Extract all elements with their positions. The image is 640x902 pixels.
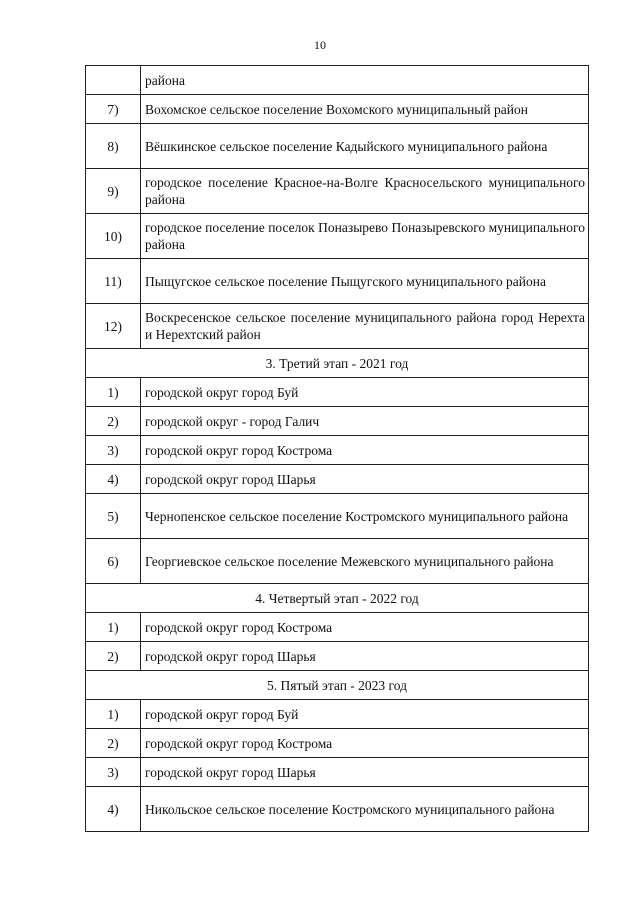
row-number: 5) xyxy=(86,494,141,539)
row-number: 12) xyxy=(86,304,141,349)
settlements-table xyxy=(85,65,589,832)
table-row xyxy=(86,95,589,124)
settlement-name: Георгиевское сельское поселение Межевского муниципального района xyxy=(141,539,589,584)
row-number: 10) xyxy=(86,214,141,259)
table-row xyxy=(86,436,589,465)
row-number: 1) xyxy=(86,700,141,729)
settlement-name: городской округ - город Галич xyxy=(141,407,589,436)
table-row xyxy=(86,700,589,729)
settlement-name: городской округ город Кострома xyxy=(141,613,589,642)
stage-title: 4. Четвертый этап - 2022 год xyxy=(86,584,589,613)
settlement-name: городской округ город Кострома xyxy=(141,436,589,465)
row-number: 4) xyxy=(86,465,141,494)
table-row xyxy=(86,494,589,539)
row-number: 6) xyxy=(86,539,141,584)
table-row xyxy=(86,407,589,436)
row-number: 3) xyxy=(86,436,141,465)
row-number: 1) xyxy=(86,613,141,642)
settlement-name: городской округ город Шарья xyxy=(141,642,589,671)
row-number: 2) xyxy=(86,642,141,671)
settlement-name: Пыщугское сельское поселение Пыщугского муниципального района xyxy=(141,259,589,304)
table-row xyxy=(86,378,589,407)
table-row xyxy=(86,729,589,758)
settlement-name: городской округ город Кострома xyxy=(141,729,589,758)
stage-header-row xyxy=(86,671,589,700)
table-row xyxy=(86,66,589,95)
table-row xyxy=(86,169,589,214)
page-number: 10 xyxy=(314,38,326,52)
stage-header-row xyxy=(86,584,589,613)
table-row xyxy=(86,613,589,642)
row-number: 11) xyxy=(86,259,141,304)
row-number: 9) xyxy=(86,169,141,214)
settlement-name: городской округ город Шарья xyxy=(141,758,589,787)
table-row xyxy=(86,304,589,349)
row-number: 7) xyxy=(86,95,141,124)
row-number: 4) xyxy=(86,787,141,832)
stage-header-row xyxy=(86,349,589,378)
row-number: 2) xyxy=(86,407,141,436)
row-number: 2) xyxy=(86,729,141,758)
settlement-name: городское поселение поселок Поназырево Поназыревского муниципального района xyxy=(141,214,589,259)
table-row xyxy=(86,539,589,584)
settlement-name: городской округ город Буй xyxy=(141,378,589,407)
stage-title: 5. Пятый этап - 2023 год xyxy=(86,671,589,700)
table-row xyxy=(86,214,589,259)
table-body xyxy=(86,66,589,832)
table-row xyxy=(86,787,589,832)
settlement-name: городской округ город Шарья xyxy=(141,465,589,494)
settlement-name: Воскресенское сельское поселение муниципального района город Нерехта и Нерехтский район xyxy=(141,304,589,349)
row-number: 1) xyxy=(86,378,141,407)
settlement-name: городской округ город Буй xyxy=(141,700,589,729)
table-row xyxy=(86,758,589,787)
table-row xyxy=(86,259,589,304)
settlement-name: Чернопенское сельское поселение Костромского муниципального района xyxy=(141,494,589,539)
settlement-name: Вохомское сельское поселение Вохомского муниципальный район xyxy=(141,95,589,124)
stage-title: 3. Третий этап - 2021 год xyxy=(86,349,589,378)
row-number xyxy=(86,66,141,95)
settlement-name: Никольское сельское поселение Костромского муниципального района xyxy=(141,787,589,832)
row-number: 8) xyxy=(86,124,141,169)
table-row xyxy=(86,124,589,169)
settlement-name: Вёшкинское сельское поселение Кадыйского муниципального района xyxy=(141,124,589,169)
row-number: 3) xyxy=(86,758,141,787)
settlement-name: городское поселение Красное-на-Волге Красносельского муниципального района xyxy=(141,169,589,214)
table-row xyxy=(86,642,589,671)
table-row xyxy=(86,465,589,494)
settlement-name: района xyxy=(141,66,589,95)
